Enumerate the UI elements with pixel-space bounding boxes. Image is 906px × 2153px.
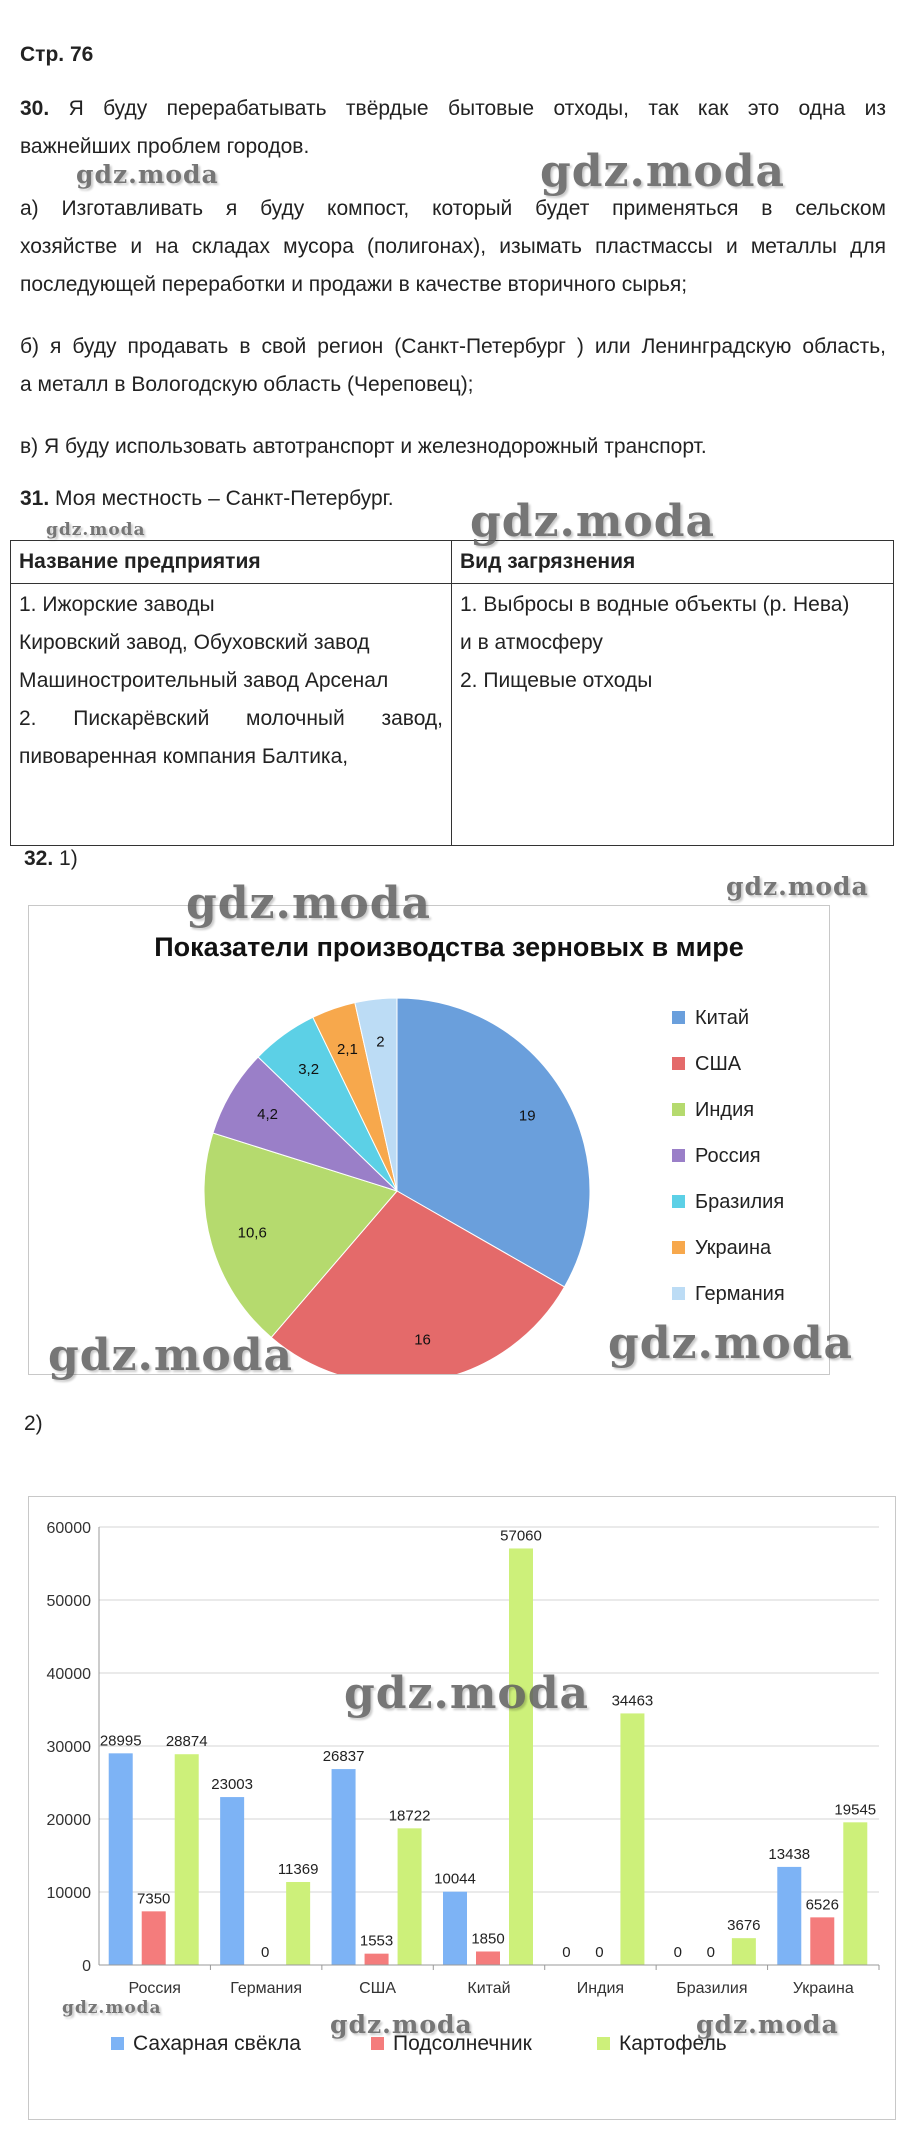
bar — [332, 1769, 356, 1965]
q30-number: 30. — [20, 97, 50, 120]
bar-data-label: 0 — [562, 1944, 571, 1961]
enterprise-line: Кировский завод, Обуховский завод — [19, 631, 370, 654]
table-header-pollution: Вид загрязнения — [452, 541, 894, 584]
q30-a-line3: последующей переработки и продажи в качестве вторичного сырья; — [20, 273, 688, 296]
legend-swatch — [111, 2037, 124, 2050]
watermark: gdz.moda — [540, 146, 786, 197]
x-tick-label: США — [359, 1980, 397, 1997]
bar-data-label: 26837 — [322, 1748, 365, 1766]
bar-data-label: 28995 — [99, 1732, 142, 1750]
pie-chart — [29, 906, 829, 1374]
y-tick-label: 40000 — [46, 1666, 91, 1683]
table-cell-enterprises — [11, 584, 452, 846]
bar — [843, 1822, 867, 1965]
bar — [810, 1917, 834, 1965]
pie-chart-title: Показатели производства зерновых в мире — [154, 932, 744, 962]
legend-swatch — [672, 1149, 685, 1162]
bar-data-label: 1850 — [471, 1930, 505, 1948]
enterprise-line: Машиностроительный завод Арсенал — [19, 669, 389, 692]
q30-intro-text: Я буду перерабатывать твёрдые бытовые отходы, так как это одна из — [68, 97, 886, 120]
q30-a-line1: а) Изготавливать я буду компост, который будет применяться в сельском — [20, 197, 886, 220]
q30-intro-line2: важнейших проблем городов. — [20, 135, 310, 158]
bar-data-label: 0 — [706, 1944, 716, 1961]
watermark: gdz.moda — [696, 2010, 839, 2039]
q31-header — [20, 480, 886, 518]
bar — [732, 1938, 756, 1965]
bar — [620, 1713, 644, 1965]
q30-c-line1: в) Я буду использовать автотранспорт и железнодорожный транспорт. — [20, 435, 707, 458]
bar — [142, 1911, 166, 1965]
pollution-table — [10, 540, 894, 846]
bar — [365, 1954, 389, 1965]
bar — [777, 1867, 801, 1965]
x-tick-label: Россия — [128, 1980, 181, 1997]
x-tick-label: Китай — [467, 1980, 511, 1997]
legend-label: Россия — [695, 1145, 761, 1167]
bar — [398, 1828, 422, 1965]
legend-label: Украина — [695, 1237, 772, 1259]
enterprise-line: 1. Ижорские заводы — [19, 593, 215, 616]
legend-label: Германия — [695, 1283, 785, 1305]
bar-data-label: 6526 — [805, 1896, 839, 1914]
q32-part1: 1) — [59, 847, 78, 870]
bar — [509, 1548, 533, 1965]
watermark: gdz.moda — [46, 520, 146, 540]
pollution-line: 2. Пищевые отходы — [460, 669, 653, 692]
q30-b-line2: а металл в Вологодскую область (Череповец); — [20, 373, 474, 396]
legend-label: Бразилия — [695, 1191, 785, 1213]
pie-data-label: 10,6 — [237, 1224, 267, 1242]
pie-data-label: 2,1 — [336, 1040, 358, 1058]
pie-data-label: 19 — [518, 1107, 536, 1125]
legend-label: Картофель — [619, 2032, 727, 2055]
pollution-line: 1. Выбросы в водные объекты (р. Нева) — [460, 593, 850, 616]
bar — [286, 1882, 310, 1965]
q31-number: 31. — [20, 487, 50, 510]
y-tick-label: 50000 — [46, 1593, 91, 1610]
bar-data-label: 34463 — [611, 1692, 654, 1710]
watermark: gdz.moda — [62, 1998, 162, 2018]
bar-data-label: 28874 — [165, 1733, 208, 1751]
legend-label: США — [695, 1053, 742, 1075]
pie-data-label: 16 — [414, 1331, 431, 1349]
page-number: Стр. 76 — [20, 43, 94, 66]
x-tick-label: Бразилия — [676, 1980, 748, 1997]
bar-data-label: 11369 — [277, 1861, 319, 1879]
bar — [220, 1797, 244, 1965]
enterprise-line: пивоваренная компания Балтика, — [19, 745, 349, 768]
bar-data-label: 13438 — [768, 1845, 811, 1863]
y-tick-label: 60000 — [46, 1520, 91, 1537]
watermark: gdz.moda — [726, 872, 869, 901]
q32-number: 32. — [24, 847, 54, 870]
y-tick-label: 0 — [82, 1958, 91, 1975]
bar — [175, 1754, 199, 1965]
pie-data-label: 2 — [376, 1033, 385, 1051]
bar-data-label: 19545 — [834, 1801, 877, 1819]
watermark: gdz.moda — [608, 1318, 854, 1369]
legend-label: Китай — [695, 1007, 750, 1029]
q30-b-line1: б) я буду продавать в свой регион (Санкт-Петербург ) или Ленинградскую область, — [20, 335, 886, 358]
table-header-row — [11, 541, 894, 584]
table-row — [11, 584, 894, 846]
pollution-line: и в атмосферу — [460, 631, 603, 654]
legend-label: Индия — [695, 1099, 755, 1121]
bar — [476, 1951, 500, 1965]
bar-data-label: 10044 — [434, 1870, 476, 1888]
watermark: gdz.moda — [48, 1330, 294, 1381]
watermark: gdz.moda — [344, 1668, 590, 1719]
bar-data-label: 0 — [260, 1944, 270, 1961]
bar-data-label: 3676 — [727, 1917, 761, 1935]
bar-data-label: 18722 — [388, 1807, 431, 1825]
table-header-enterprise: Название предприятия — [11, 541, 452, 584]
watermark: gdz.moda — [470, 496, 716, 547]
bar-data-label: 0 — [595, 1944, 604, 1961]
legend-swatch — [672, 1011, 685, 1024]
legend-swatch — [672, 1057, 685, 1070]
bar-data-label: 0 — [673, 1944, 683, 1961]
enterprise-line: 2. Пискарёвский молочный завод, — [19, 707, 443, 730]
bar — [443, 1892, 467, 1965]
watermark: gdz.moda — [76, 160, 219, 189]
pie-data-label: 4,2 — [257, 1106, 279, 1124]
watermark: gdz.moda — [186, 878, 432, 929]
table-cell-pollution — [452, 584, 894, 846]
bar-data-label: 7350 — [137, 1890, 171, 1908]
legend-swatch — [672, 1195, 685, 1208]
bar-data-label: 1553 — [359, 1932, 394, 1950]
y-tick-label: 30000 — [46, 1739, 91, 1756]
q31-text: Моя местность – Санкт-Петербург. — [55, 487, 394, 510]
bar — [109, 1753, 133, 1965]
legend-label: Сахарная свёкла — [133, 2032, 301, 2055]
x-tick-label: Германия — [230, 1980, 303, 1997]
legend-swatch — [672, 1241, 685, 1254]
watermark: gdz.moda — [330, 2010, 473, 2039]
y-tick-label: 10000 — [46, 1885, 91, 1902]
bar-data-label: 57060 — [500, 1527, 542, 1545]
legend-label: Подсолнечник — [393, 2032, 532, 2055]
x-tick-label: Украина — [792, 1980, 854, 1997]
q30-a-line2: хозяйстве и на складах мусора (полигонах), изымать пластмассы и металлы для — [20, 235, 886, 258]
bar-data-label: 23003 — [211, 1776, 254, 1794]
legend-swatch — [672, 1287, 685, 1300]
legend-swatch — [672, 1103, 685, 1116]
pie-data-label: 3,2 — [298, 1061, 320, 1079]
q32-part2: 2) — [24, 1412, 43, 1435]
x-tick-label: Индия — [576, 1980, 625, 1997]
legend-swatch — [597, 2037, 610, 2050]
q30-intro-line1 — [20, 90, 886, 128]
pie-chart-frame — [28, 905, 830, 1375]
y-tick-label: 20000 — [46, 1812, 91, 1829]
